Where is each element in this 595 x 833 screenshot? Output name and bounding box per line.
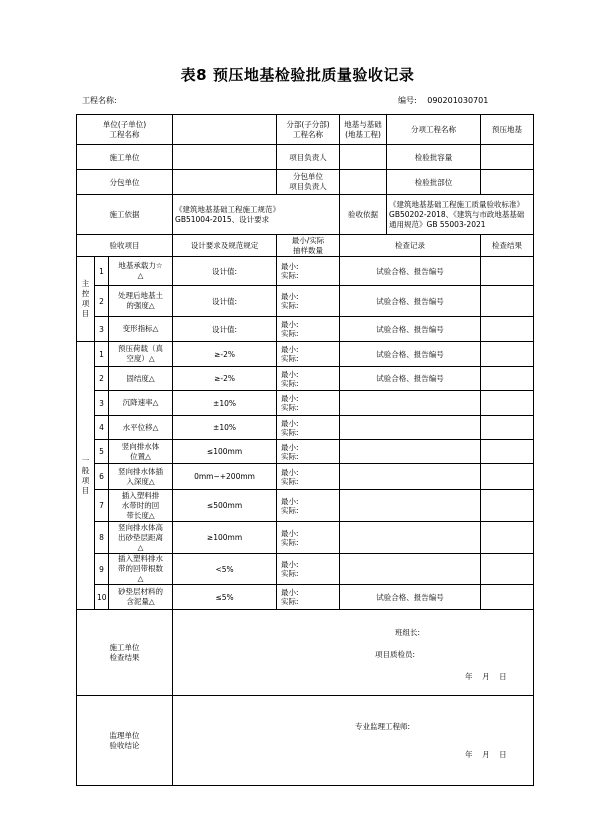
check-result[interactable] <box>481 391 534 416</box>
page-title: 表8 预压地基检验批质量验收记录 <box>180 66 415 84</box>
subcontract-label: 分包单位 <box>77 170 173 195</box>
check-result[interactable] <box>481 286 534 317</box>
table-row <box>77 522 534 554</box>
min-label: 最小: <box>281 588 299 597</box>
unit-name-value[interactable] <box>173 115 277 145</box>
sample-count[interactable] <box>277 257 340 286</box>
check-record[interactable]: 试验合格、报告编号 <box>340 342 481 367</box>
sample-count[interactable] <box>277 585 340 610</box>
item-number: 1 <box>95 257 109 286</box>
check-record[interactable] <box>340 554 481 585</box>
actual-label: 实际: <box>281 403 299 412</box>
table-row <box>77 342 534 367</box>
sample-count[interactable] <box>277 286 340 317</box>
unit-name-label: 单位(子单位) 工程名称 <box>77 115 173 145</box>
table-row <box>77 490 534 522</box>
item-name: 竖向排水体插 入深度△ <box>109 464 173 490</box>
design-requirement: 设计值: <box>173 286 277 317</box>
check-result[interactable] <box>481 585 534 610</box>
min-label: 最小: <box>281 262 299 271</box>
table-row <box>77 440 534 464</box>
check-result[interactable] <box>481 440 534 464</box>
item-number: 5 <box>95 440 109 464</box>
item-number: 8 <box>95 522 109 554</box>
check-result[interactable] <box>481 490 534 522</box>
table-row <box>77 367 534 391</box>
check-result[interactable] <box>481 554 534 585</box>
check-record[interactable] <box>340 391 481 416</box>
table-row <box>77 317 534 342</box>
batch-part-value[interactable] <box>481 170 534 195</box>
item-number: 3 <box>95 391 109 416</box>
col-sample: 最小/实际 抽样数量 <box>277 235 340 257</box>
check-record[interactable]: 试验合格、报告编号 <box>340 367 481 391</box>
item-name: 预压荷载（真 空度）△ <box>109 342 173 367</box>
check-record[interactable] <box>340 416 481 440</box>
construction-check-row <box>77 610 534 696</box>
col-design: 设计要求及规范规定 <box>173 235 277 257</box>
design-requirement: ≥-2% <box>173 342 277 367</box>
check-record[interactable]: 试验合格、报告编号 <box>340 257 481 286</box>
actual-label: 实际: <box>281 505 299 515</box>
team-leader-label: 班组长: <box>395 628 421 637</box>
check-result[interactable] <box>481 522 534 554</box>
basis-value: 《建筑地基基础工程施工规范》 GB51004-2015、设计要求 <box>173 195 340 235</box>
actual-label: 实际: <box>281 569 299 578</box>
col-item: 验收项目 <box>77 235 173 257</box>
table-row <box>77 286 534 317</box>
batch-part-label: 检验批部位 <box>387 170 481 195</box>
check-result[interactable] <box>481 416 534 440</box>
item-name: 水平位移△ <box>109 416 173 440</box>
design-requirement: ≤500mm <box>173 490 277 522</box>
actual-label: 实际: <box>281 378 299 388</box>
min-label: 最小: <box>281 496 299 506</box>
item-name-label: 分项工程名称 <box>387 115 481 145</box>
item-name: 插入塑料排 水带时的回 带长度△ <box>109 490 173 522</box>
project-name-label: 工程名称: <box>82 96 117 105</box>
supervisor-label: 专业监理工程师: <box>355 722 411 731</box>
table-row <box>77 416 534 440</box>
date-label: 年 月 日 <box>465 672 507 681</box>
actual-label: 实际: <box>281 451 299 461</box>
actual-label: 实际: <box>281 271 299 280</box>
actual-label: 实际: <box>281 301 299 310</box>
construction-check-area[interactable] <box>173 610 534 696</box>
sample-count[interactable] <box>277 367 340 391</box>
min-label: 最小: <box>281 320 299 329</box>
quality-inspector-label: 项目质检员: <box>375 650 416 659</box>
item-name: 固结度△ <box>109 367 173 391</box>
construction-unit-label: 施工单位 <box>77 145 173 170</box>
actual-label: 实际: <box>281 329 299 338</box>
item-number: 9 <box>95 554 109 585</box>
min-label: 最小: <box>281 369 299 379</box>
acceptance-basis-label: 验收依据 <box>340 195 387 235</box>
table-row <box>77 257 534 286</box>
pm-label: 项目负责人 <box>277 145 340 170</box>
actual-label: 实际: <box>281 597 299 606</box>
item-number: 2 <box>95 286 109 317</box>
check-result[interactable] <box>481 367 534 391</box>
item-name: 竖向排水体高 出砂垫层距离 △ <box>109 522 173 554</box>
number-value: 090201030701 <box>427 96 489 105</box>
batch-size-label: 检验批容量 <box>387 145 481 170</box>
item-name: 插入塑料排水 带的回带根数 △ <box>109 554 173 585</box>
actual-label: 实际: <box>281 354 299 363</box>
item-name: 竖向排水体 位置△ <box>109 440 173 464</box>
basis-label: 施工依据 <box>77 195 173 235</box>
check-record[interactable] <box>340 440 481 464</box>
sample-count[interactable] <box>277 416 340 440</box>
check-record[interactable] <box>340 464 481 490</box>
number-field <box>398 95 488 106</box>
check-record[interactable] <box>340 522 481 554</box>
design-requirement: ≤5% <box>173 585 277 610</box>
design-requirement: 设计值: <box>173 317 277 342</box>
item-name: 变形指标△ <box>109 317 173 342</box>
supervision-row <box>77 696 534 786</box>
design-requirement: 0mm~+200mm <box>173 464 277 490</box>
table-row <box>77 464 534 490</box>
item-number: 1 <box>95 342 109 367</box>
sample-count[interactable] <box>277 490 340 522</box>
actual-label: 实际: <box>281 537 299 547</box>
subunit-name-label: 分部(子分部) 工程名称 <box>277 115 340 145</box>
item-number: 10 <box>95 585 109 610</box>
col-record: 检查记录 <box>340 235 481 257</box>
check-result[interactable] <box>481 464 534 490</box>
subunit-name-value: 地基与基础 (地基工程) <box>340 115 387 145</box>
item-number: 2 <box>95 367 109 391</box>
design-requirement: ≤100mm <box>173 440 277 464</box>
sample-count[interactable] <box>277 391 340 416</box>
supervision-label: 监理单位 验收结论 <box>77 696 173 786</box>
min-label: 最小: <box>281 394 299 403</box>
pm-value[interactable] <box>340 145 387 170</box>
construction-check-label: 施工单位 检查结果 <box>77 610 173 696</box>
check-record[interactable]: 试验合格、报告编号 <box>340 317 481 342</box>
min-label: 最小: <box>281 345 299 354</box>
actual-label: 实际: <box>281 427 299 437</box>
acceptance-basis-value: 《建筑地基基础工程施工质量验收标准》GB50202-2018、《建筑与市政地基基础通用规范》GB 55003-2021 <box>387 195 534 235</box>
check-result[interactable] <box>481 342 534 367</box>
item-name: 地基承载力☆ △ <box>109 257 173 286</box>
item-number: 4 <box>95 416 109 440</box>
min-label: 最小: <box>281 442 299 452</box>
check-result[interactable] <box>481 317 534 342</box>
sample-count[interactable] <box>277 464 340 490</box>
design-requirement: ≥-2% <box>173 367 277 391</box>
min-label: 最小: <box>281 528 299 538</box>
subcontract-pm-label: 分包单位 项目负责人 <box>277 170 340 195</box>
sample-count[interactable] <box>277 522 340 554</box>
subcontract-pm-value[interactable] <box>340 170 387 195</box>
main-group-label: 主 控 项 目 <box>77 257 95 342</box>
item-name-value: 预压地基 <box>481 115 534 145</box>
item-name: 处理后地基土 的强度△ <box>109 286 173 317</box>
item-name: 沉降速率△ <box>109 391 173 416</box>
supervision-area[interactable] <box>173 696 534 786</box>
item-number: 6 <box>95 464 109 490</box>
check-record[interactable]: 试验合格、报告编号 <box>340 585 481 610</box>
subcontract-value[interactable] <box>173 170 277 195</box>
min-label: 最小: <box>281 467 299 477</box>
item-number: 3 <box>95 317 109 342</box>
min-label: 最小: <box>281 560 299 569</box>
design-requirement: ≥100mm <box>173 522 277 554</box>
min-label: 最小: <box>281 418 299 428</box>
actual-label: 实际: <box>281 476 299 486</box>
item-number: 7 <box>95 490 109 522</box>
check-record[interactable]: 试验合格、报告编号 <box>340 286 481 317</box>
design-requirement: ±10% <box>173 391 277 416</box>
col-result: 检查结果 <box>481 235 534 257</box>
general-group-label: 一 般 项 目 <box>77 342 95 610</box>
sample-count[interactable] <box>277 554 340 585</box>
check-record[interactable] <box>340 490 481 522</box>
item-name: 砂垫层材料的 含泥量△ <box>109 585 173 610</box>
sample-count[interactable] <box>277 317 340 342</box>
table-row <box>77 391 534 416</box>
check-result[interactable] <box>481 257 534 286</box>
batch-size-value[interactable] <box>481 145 534 170</box>
design-requirement: 设计值: <box>173 257 277 286</box>
table-row <box>77 585 534 610</box>
sample-count[interactable] <box>277 440 340 464</box>
design-requirement: ±10% <box>173 416 277 440</box>
construction-unit-value[interactable] <box>173 145 277 170</box>
table-row <box>77 554 534 585</box>
date-label-2: 年 月 日 <box>465 750 507 759</box>
number-label: 编号: <box>398 96 417 105</box>
min-label: 最小: <box>281 292 299 301</box>
design-requirement: <5% <box>173 554 277 585</box>
sample-count[interactable] <box>277 342 340 367</box>
inspection-table <box>76 114 534 786</box>
